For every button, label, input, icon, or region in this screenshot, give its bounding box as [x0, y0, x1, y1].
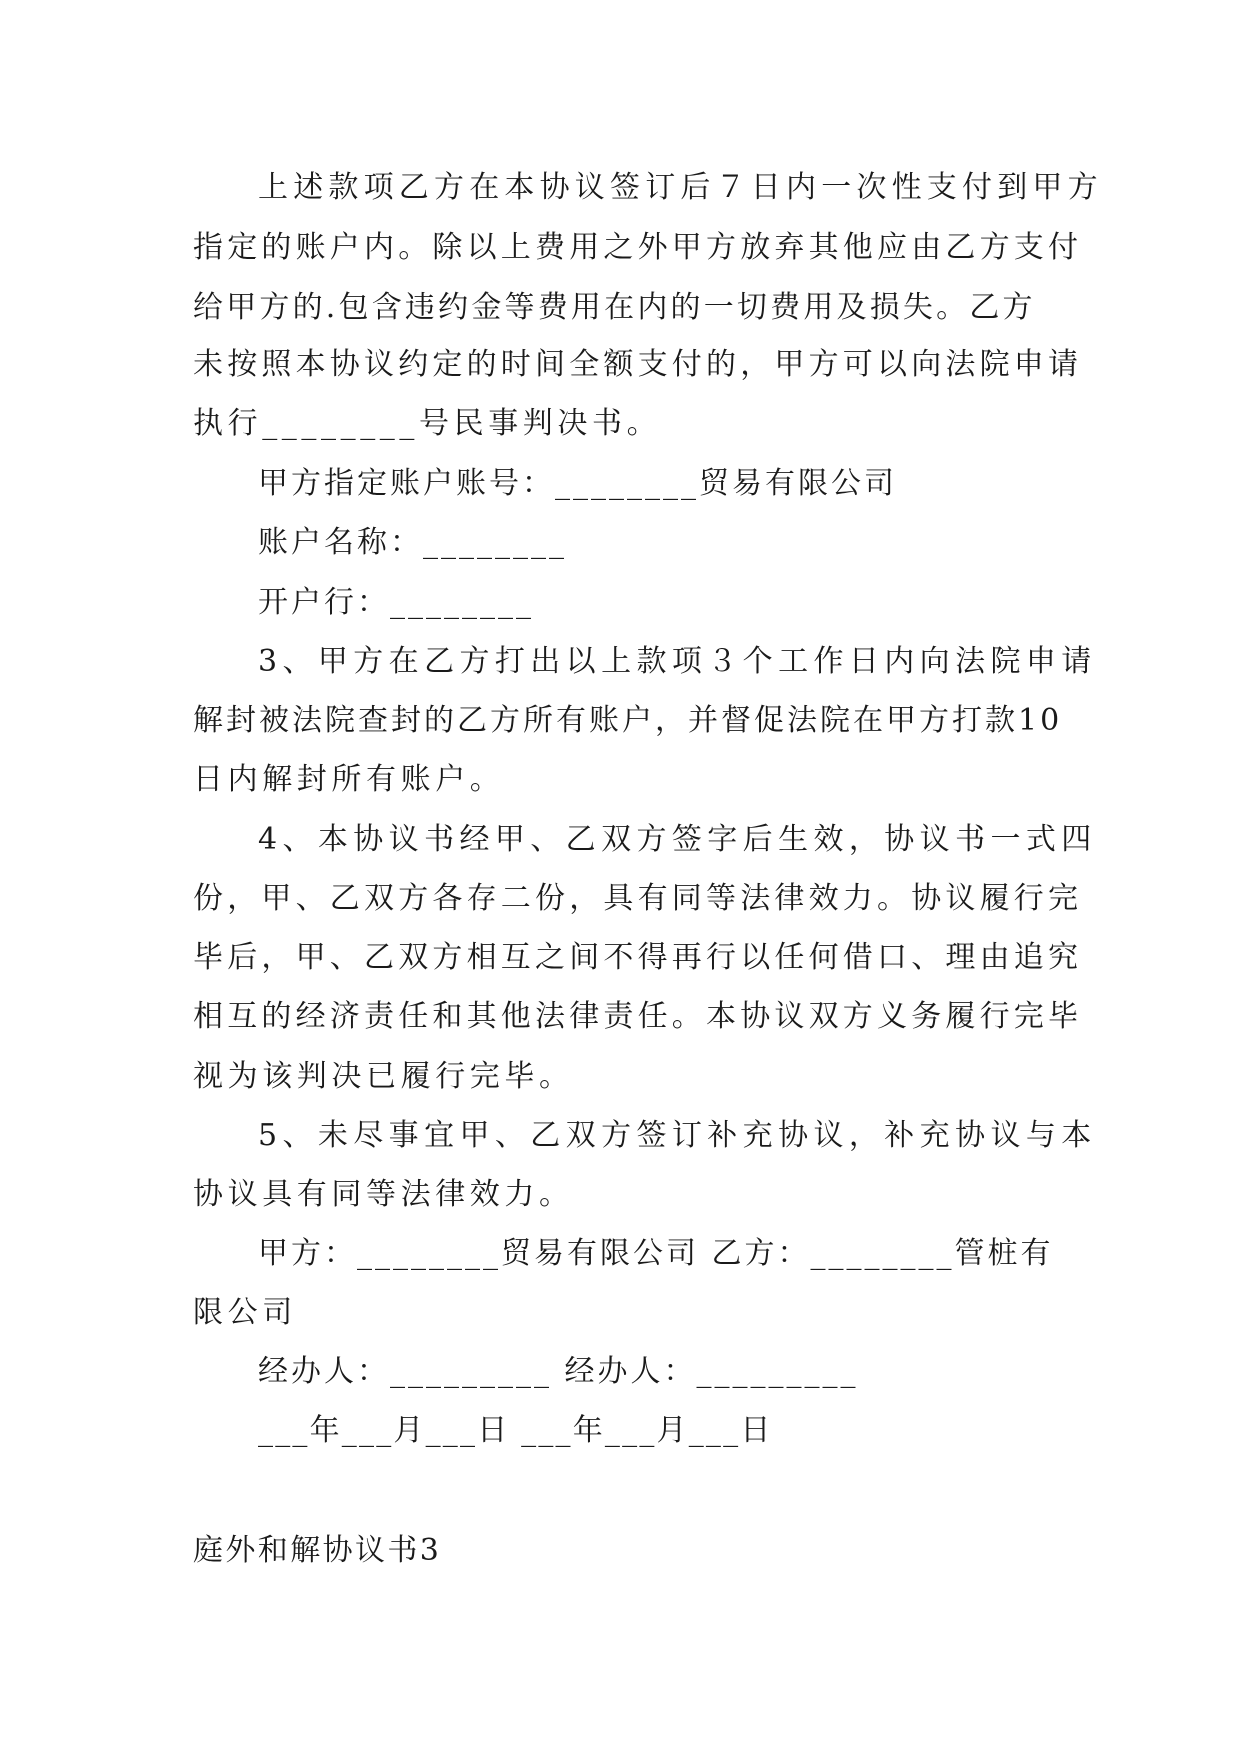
bank-line: 开户行：________	[258, 585, 534, 620]
party-signature-line-2: 限公司	[193, 1295, 297, 1330]
clause-5-line-2: 协议具有同等法律效力。	[193, 1177, 574, 1212]
clause-5-line-1: 5、未尽事宜甲、乙双方签订补充协议，补充协议与本	[258, 1118, 1097, 1153]
clause-3-line-2: 解封被法院查封的乙方所有账户，并督促法院在甲方打款10	[193, 703, 1063, 738]
clause-4-line-2: 份，甲、乙双方各存二份，具有同等法律效力。协议履行完	[193, 881, 1083, 916]
paragraph-payment-line-3: 给甲方的.包含违约金等费用在内的一切费用及损失。乙方	[193, 290, 1036, 325]
paragraph-payment-line-5: 执行________号民事判决书。	[193, 406, 662, 441]
clause-4-line-5: 视为该判决已履行完毕。	[193, 1059, 574, 1094]
clause-4-line-1: 4、本协议书经甲、乙双方签字后生效，协议书一式四	[258, 822, 1097, 857]
clause-4-line-3: 毕后，甲、乙双方相互之间不得再行以任何借口、理由追究	[193, 940, 1083, 975]
paragraph-payment-line-1: 上述款项乙方在本协议签订后７日内一次性支付到甲方	[258, 170, 1103, 205]
date-line: ___年___月___日 ___年___月___日	[258, 1413, 773, 1448]
party-signature-line-1: 甲方：________贸易有限公司 乙方：________管桩有	[258, 1236, 1054, 1271]
clause-3-line-1: 3、甲方在乙方打出以上款项３个工作日内向法院申请	[258, 644, 1097, 679]
handler-signature-line: 经办人：_________ 经办人：_________	[258, 1354, 859, 1389]
clause-3-line-3: 日内解封所有账户。	[193, 762, 505, 797]
clause-4-line-4: 相互的经济责任和其他法律责任。本协议双方义务履行完毕	[193, 999, 1083, 1034]
next-document-title: 庭外和解协议书3	[193, 1533, 442, 1568]
account-number-line: 甲方指定账户账号：________贸易有限公司	[258, 466, 897, 501]
paragraph-payment-line-2: 指定的账户内。除以上费用之外甲方放弃其他应由乙方支付	[193, 230, 1083, 265]
paragraph-payment-line-4: 未按照本协议约定的时间全额支付的，甲方可以向法院申请	[193, 347, 1083, 382]
account-name-line: 账户名称：________	[258, 525, 567, 560]
